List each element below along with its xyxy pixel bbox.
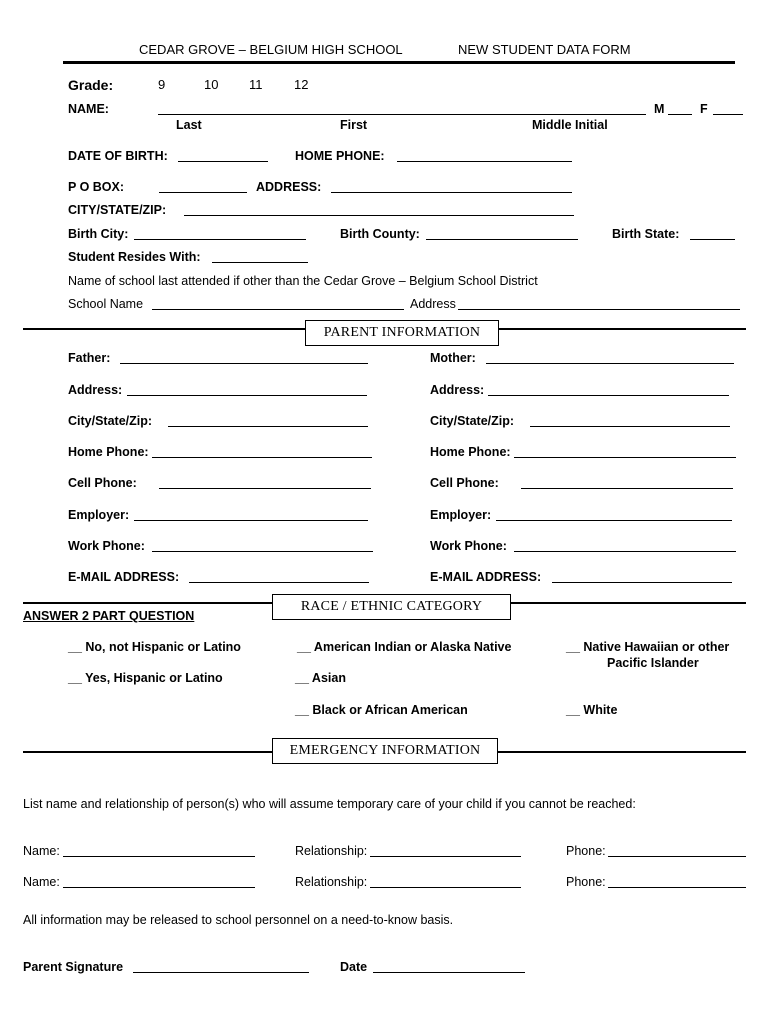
father-cell-phone-field[interactable] — [159, 488, 371, 489]
checkbox-blank: __ — [566, 640, 580, 654]
mother-city-field[interactable] — [530, 426, 730, 427]
parent-section-title: PARENT INFORMATION — [305, 320, 499, 346]
last-school-note: Name of school last attended if other than the Cedar Grove – Belgium School District — [68, 274, 538, 288]
checkbox-blank: __ — [566, 703, 580, 717]
dob-label: DATE OF BIRTH: — [68, 149, 168, 163]
address-label: ADDRESS: — [256, 180, 322, 194]
mother-cell-phone-field[interactable] — [521, 488, 733, 489]
checkbox-blank: __ — [295, 703, 309, 717]
mother-city-label: City/State/Zip: — [430, 414, 515, 428]
father-email-field[interactable] — [189, 582, 369, 583]
native-hawaiian-label: Native Hawaiian or other — [583, 640, 730, 654]
father-home-phone-field[interactable] — [152, 457, 372, 458]
father-employer-label: Employer: — [68, 508, 130, 522]
father-home-phone-label: Home Phone: — [68, 445, 149, 459]
father-work-phone-field[interactable] — [152, 551, 373, 552]
native-hawaiian-option[interactable] — [566, 641, 729, 654]
checkbox-blank: __ — [295, 671, 309, 685]
grade-option-10[interactable]: 10 — [204, 77, 219, 92]
school-name-field[interactable] — [152, 309, 404, 310]
white-label: White — [583, 703, 618, 717]
emergency-instruction: List name and relationship of person(s) who will assume temporary care of your child if you cannot be reached: — [23, 797, 636, 811]
black-option[interactable] — [295, 704, 468, 717]
emergency-section-title: EMERGENCY INFORMATION — [272, 738, 498, 764]
race-section-title: RACE / ETHNIC CATEGORY — [272, 594, 511, 620]
emergency-relationship-label-2: Relationship: — [295, 875, 368, 889]
middle-initial-caption: Middle Initial — [532, 118, 608, 132]
parent-signature-field[interactable] — [133, 972, 309, 973]
po-box-field[interactable] — [159, 192, 247, 193]
city-state-zip-field[interactable] — [184, 215, 574, 216]
form-title: NEW STUDENT DATA FORM — [458, 42, 631, 57]
mother-work-phone-field[interactable] — [514, 551, 736, 552]
father-field[interactable] — [120, 363, 368, 364]
mother-work-phone-label: Work Phone: — [430, 539, 507, 553]
po-box-label: P O BOX: — [68, 180, 125, 194]
birth-city-field[interactable] — [134, 239, 306, 240]
emergency-phone-label-1: Phone: — [566, 844, 606, 858]
pacific-islander-label: Pacific Islander — [607, 656, 699, 670]
emergency-relationship-field-2[interactable] — [370, 887, 521, 888]
american-indian-label: American Indian or Alaska Native — [313, 640, 512, 654]
not-hispanic-label: No, not Hispanic or Latino — [85, 640, 241, 654]
grade-option-9[interactable]: 9 — [158, 77, 166, 92]
asian-label: Asian — [311, 671, 346, 685]
dob-field[interactable] — [178, 161, 268, 162]
school-address-label: Address — [410, 297, 456, 311]
header-rule — [63, 61, 735, 64]
resides-with-label: Student Resides With: — [68, 250, 201, 264]
answer-2-part-question: ANSWER 2 PART QUESTION — [23, 609, 195, 623]
birth-county-field[interactable] — [426, 239, 578, 240]
birth-county-label: Birth County: — [340, 227, 420, 241]
home-phone-label: HOME PHONE: — [295, 149, 385, 163]
name-label: NAME: — [68, 102, 109, 116]
hispanic-label: Yes, Hispanic or Latino — [85, 671, 223, 685]
mother-field[interactable] — [486, 363, 734, 364]
school-address-field[interactable] — [458, 309, 740, 310]
father-work-phone-label: Work Phone: — [68, 539, 145, 553]
mother-employer-field[interactable] — [496, 520, 732, 521]
not-hispanic-option[interactable] — [68, 641, 241, 654]
father-address-label: Address: — [68, 383, 123, 397]
male-field[interactable] — [668, 114, 692, 115]
emergency-name-label-1: Name: — [23, 844, 60, 858]
parent-signature-label: Parent Signature — [23, 960, 124, 974]
grade-label: Grade: — [68, 77, 114, 93]
mother-cell-phone-label: Cell Phone: — [430, 476, 499, 490]
emergency-relationship-field-1[interactable] — [370, 856, 521, 857]
mother-address-field[interactable] — [488, 395, 729, 396]
emergency-name-label-2: Name: — [23, 875, 60, 889]
male-label: M — [654, 102, 665, 116]
mother-label: Mother: — [430, 351, 476, 365]
father-label: Father: — [68, 351, 111, 365]
mother-email-field[interactable] — [552, 582, 732, 583]
father-city-label: City/State/Zip: — [68, 414, 153, 428]
father-address-field[interactable] — [127, 395, 367, 396]
release-note: All information may be released to school personnel on a need-to-know basis. — [23, 913, 454, 927]
mother-email-label: E-MAIL ADDRESS: — [430, 570, 542, 584]
resides-with-field[interactable] — [212, 262, 308, 263]
american-indian-option[interactable] — [297, 641, 511, 654]
mother-home-phone-field[interactable] — [514, 457, 736, 458]
emergency-relationship-label-1: Relationship: — [295, 844, 368, 858]
emergency-phone-field-1[interactable] — [608, 856, 746, 857]
date-label: Date — [340, 960, 368, 974]
female-label: F — [700, 102, 708, 116]
home-phone-field[interactable] — [397, 161, 572, 162]
emergency-name-field-1[interactable] — [63, 856, 255, 857]
checkbox-blank: __ — [68, 671, 82, 685]
grade-option-11[interactable]: 11 — [249, 77, 263, 92]
address-field[interactable] — [331, 192, 572, 193]
mother-address-label: Address: — [430, 383, 485, 397]
checkbox-blank: __ — [297, 640, 311, 654]
first-caption: First — [340, 118, 368, 132]
city-state-zip-label: CITY/STATE/ZIP: — [68, 203, 167, 217]
black-label: Black or African American — [312, 703, 468, 717]
grade-option-12[interactable]: 12 — [294, 77, 309, 92]
father-email-label: E-MAIL ADDRESS: — [68, 570, 180, 584]
checkbox-blank: __ — [68, 640, 82, 654]
female-field[interactable] — [713, 114, 743, 115]
date-field[interactable] — [373, 972, 525, 973]
name-field[interactable] — [158, 114, 646, 115]
white-option[interactable] — [566, 704, 617, 717]
school-name: CEDAR GROVE – BELGIUM HIGH SCHOOL — [139, 42, 403, 57]
father-employer-field[interactable] — [134, 520, 368, 521]
father-city-field[interactable] — [168, 426, 368, 427]
hispanic-option[interactable] — [68, 672, 223, 685]
mother-employer-label: Employer: — [430, 508, 492, 522]
last-caption: Last — [176, 118, 202, 132]
school-name-label: School Name — [68, 297, 144, 311]
father-cell-phone-label: Cell Phone: — [68, 476, 137, 490]
mother-home-phone-label: Home Phone: — [430, 445, 511, 459]
asian-option[interactable] — [295, 672, 346, 685]
birth-city-label: Birth City: — [68, 227, 129, 241]
emergency-phone-field-2[interactable] — [608, 887, 746, 888]
birth-state-label: Birth State: — [612, 227, 680, 241]
emergency-name-field-2[interactable] — [63, 887, 255, 888]
emergency-phone-label-2: Phone: — [566, 875, 606, 889]
birth-state-field[interactable] — [690, 239, 735, 240]
